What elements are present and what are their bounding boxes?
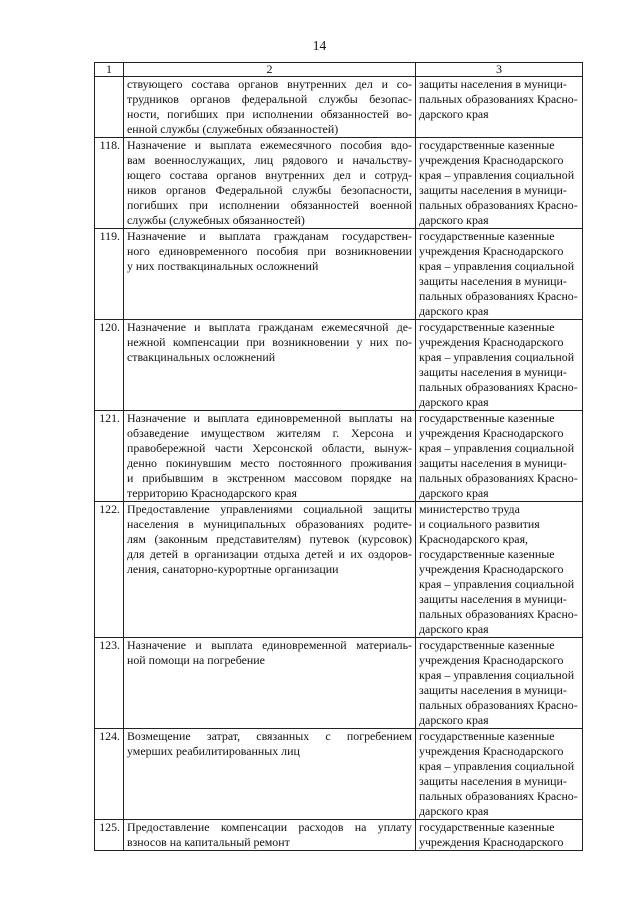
organization-line: защиты населения в муници-: [419, 683, 567, 697]
organization-line: пальных образованиях Красно-: [419, 789, 578, 803]
table-row: [95, 411, 583, 502]
organization-line: и социального развития: [419, 517, 540, 531]
row-number: 120.: [95, 320, 124, 411]
organization-line: края – управления социальной: [419, 577, 575, 591]
column-header-3: 3: [416, 63, 583, 77]
organization-line: пальных образованиях Красно-: [419, 380, 578, 394]
description-line: нежной компенсации при возникновении у них по-: [127, 335, 412, 349]
organization-line: края – управления социальной: [419, 168, 575, 182]
organization-line: государственные казенные: [419, 320, 555, 334]
table-row: [95, 320, 583, 411]
description-line: лям (законным представителям) путевок (курсовок): [127, 532, 412, 546]
organization-line: учреждения Краснодарского: [419, 562, 564, 576]
column-header-2: 2: [124, 63, 416, 77]
description-line: Возмещение затрат, связанных с погребением: [127, 729, 412, 743]
description-line: ствакцинальных осложнений: [127, 350, 276, 364]
table-header: [95, 63, 583, 77]
organization-line: защиты населения в муници-: [419, 592, 567, 606]
organization-line: защиты населения в муници-: [419, 365, 567, 379]
responsible-organization: [416, 820, 583, 851]
service-description: [124, 320, 416, 411]
description-line: ности, погибших при исполнении обязанностей во-: [127, 107, 412, 121]
organization-line: пальных образованиях Красно-: [419, 471, 578, 485]
organization-line: государственные казенные: [419, 820, 555, 834]
organization-line: государственные казенные: [419, 729, 555, 743]
table-row: [95, 502, 583, 638]
description-line: населения в муниципальных образованиях родите-: [127, 517, 412, 531]
organization-line: пальных образованиях Красно-: [419, 607, 578, 621]
organization-line: учреждения Краснодарского: [419, 744, 564, 758]
organization-line: учреждения Краснодарского: [419, 244, 564, 258]
description-line: вам военнослужащих, лиц рядового и начальству-: [127, 153, 412, 167]
page-number: 14: [312, 38, 327, 53]
organization-line: государственные казенные: [419, 411, 555, 425]
service-description: [124, 138, 416, 229]
table-body: [95, 77, 583, 851]
row-number: 122.: [95, 502, 124, 638]
organization-line: защиты населения в муници-: [419, 77, 567, 91]
description-line: ного единовременного пособия при возникновении: [127, 244, 412, 258]
organization-line: государственные казенные: [419, 638, 555, 652]
description-line: умерших реабилитированных лиц: [127, 744, 300, 758]
organization-line: учреждения Краснодарского: [419, 335, 564, 349]
description-line: денно покинувшим место постоянного проживания: [127, 456, 412, 470]
services-table: [94, 62, 583, 851]
description-line: ствующего состава органов внутренних дел и со-: [127, 77, 412, 91]
row-number: 119.: [95, 229, 124, 320]
description-line: ной помощи на погребение: [127, 653, 265, 667]
organization-line: пальных образованиях Красно-: [419, 198, 578, 212]
organization-line: дарского края: [419, 713, 489, 727]
description-line: и прибывшим в экстренном массовом порядке на: [127, 471, 412, 485]
organization-line: защиты населения в муници-: [419, 183, 567, 197]
description-line: Назначение и выплата гражданам ежемесячной де-: [127, 320, 412, 334]
description-line: правобережной части Херсонской области, вынуж-: [127, 441, 412, 455]
organization-line: дарского края: [419, 622, 489, 636]
description-line: ления, санаторно-курортные организации: [127, 562, 339, 576]
responsible-organization: [416, 729, 583, 820]
organization-line: дарского края: [419, 804, 489, 818]
organization-line: дарского края: [419, 395, 489, 409]
row-number: 118.: [95, 138, 124, 229]
organization-line: государственные казенные: [419, 138, 555, 152]
table-row: [95, 820, 583, 851]
row-number: 125.: [95, 820, 124, 851]
responsible-organization: [416, 320, 583, 411]
service-description: [124, 820, 416, 851]
description-line: Назначение и выплата гражданам государствен-: [127, 229, 412, 243]
organization-line: пальных образованиях Красно-: [419, 289, 578, 303]
organization-line: края – управления социальной: [419, 350, 575, 364]
organization-line: края – управления социальной: [419, 668, 575, 682]
organization-line: учреждения Краснодарского: [419, 153, 564, 167]
organization-line: защиты населения в муници-: [419, 774, 567, 788]
description-line: енной службы (служебных обязанностей): [127, 122, 339, 136]
service-description: [124, 229, 416, 320]
organization-line: учреждения Краснодарского: [419, 426, 564, 440]
organization-line: дарского края: [419, 107, 489, 121]
description-line: Назначение и выплата единовременной выплаты на: [127, 411, 412, 425]
organization-line: министерство труда: [419, 502, 520, 516]
header-row: [95, 63, 583, 77]
organization-line: пальных образованиях Красно-: [419, 92, 578, 106]
description-line: службы (служебных обязанностей): [127, 213, 305, 227]
description-line: Предоставление управлениями социальной защиты: [127, 502, 412, 516]
organization-line: пальных образованиях Красно-: [419, 698, 578, 712]
table-row: [95, 638, 583, 729]
row-number: 123.: [95, 638, 124, 729]
description-line: Назначение и выплата единовременной материаль-: [127, 638, 412, 652]
organization-line: дарского края: [419, 304, 489, 318]
organization-line: дарского края: [419, 486, 489, 500]
table-row: [95, 729, 583, 820]
organization-line: государственные казенные: [419, 229, 555, 243]
table-row: [95, 138, 583, 229]
responsible-organization: [416, 138, 583, 229]
organization-line: края – управления социальной: [419, 759, 575, 773]
description-line: взносов на капитальный ремонт: [127, 835, 290, 849]
organization-line: дарского края: [419, 213, 489, 227]
description-line: трудников органов федеральной службы безопас-: [127, 92, 412, 106]
service-description: [124, 729, 416, 820]
row-number: 124.: [95, 729, 124, 820]
organization-line: края – управления социальной: [419, 441, 575, 455]
description-line: погибших при исполнении обязанностей военной: [127, 198, 412, 212]
description-line: ющего состава органов внутренних дел и сотруд-: [127, 168, 412, 182]
responsible-organization: [416, 502, 583, 638]
row-number: [95, 77, 124, 138]
description-line: территорию Краснодарского края: [127, 486, 297, 500]
description-line: для детей в организации отдыха детей и их оздоров-: [127, 547, 412, 561]
responsible-organization: [416, 77, 583, 138]
organization-line: учреждения Краснодарского: [419, 653, 564, 667]
service-description: [124, 502, 416, 638]
organization-line: края – управления социальной: [419, 259, 575, 273]
responsible-organization: [416, 638, 583, 729]
row-number: 121.: [95, 411, 124, 502]
organization-line: защиты населения в муници-: [419, 274, 567, 288]
description-line: ников органов Федеральной службы безопасности,: [127, 183, 412, 197]
column-header-1: 1: [95, 63, 124, 77]
description-line: обзаведение имуществом жителям г. Херсона и: [127, 426, 412, 440]
description-line: Назначение и выплата ежемесячного пособия вдо-: [127, 138, 412, 152]
organization-line: Краснодарского края,: [419, 532, 529, 546]
responsible-organization: [416, 411, 583, 502]
description-line: Предоставление компенсации расходов на уплату: [127, 820, 412, 834]
description-line: у них поствакцинальных осложнений: [127, 259, 319, 273]
organization-line: учреждения Краснодарского: [419, 835, 564, 849]
organization-line: защиты населения в муници-: [419, 456, 567, 470]
service-description: [124, 638, 416, 729]
responsible-organization: [416, 229, 583, 320]
service-description: [124, 77, 416, 138]
table-row: [95, 77, 583, 138]
table-row: [95, 229, 583, 320]
organization-line: государственные казенные: [419, 547, 555, 561]
service-description: [124, 411, 416, 502]
